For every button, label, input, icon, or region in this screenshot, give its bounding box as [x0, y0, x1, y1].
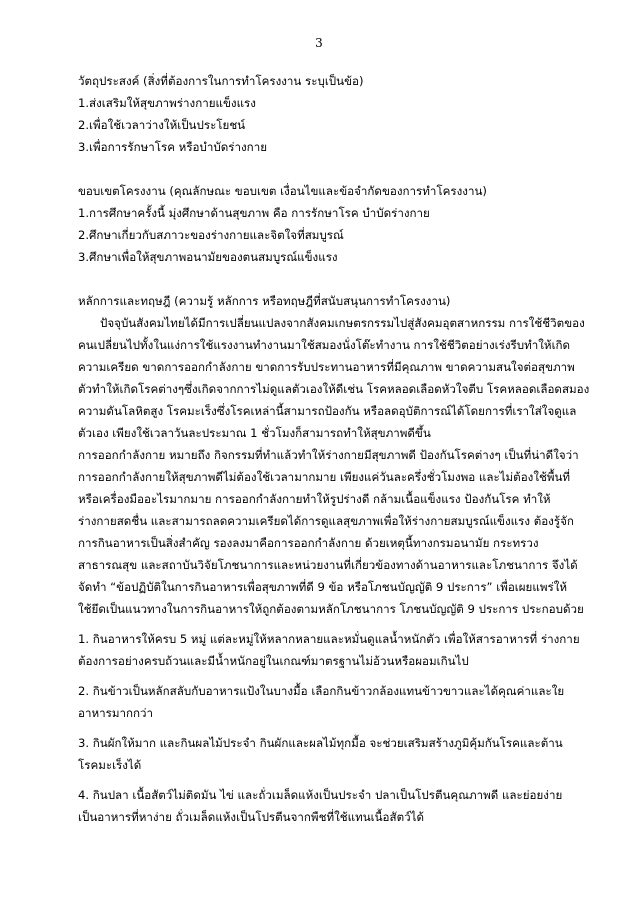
- guideline-item: [78, 628, 580, 672]
- guideline-line: 2. กินข้าวเป็นหลักสลับกับอาหารแป้งในบางมื้อ เลือกกินข้าวกล้องแทนข้าวขาวและได้คุณค่าและใย: [78, 684, 565, 698]
- guideline-line: อาหารมากกว่า: [78, 706, 154, 720]
- scope-item: 1.การศึกษาครั้งนี้ มุ่งศึกษาด้านสุขภาพ คือ การรักษาโรค บำบัดร่างกาย: [78, 206, 430, 220]
- guideline-line: โรคมะเร็งได้: [78, 758, 142, 772]
- guideline-item: [78, 784, 580, 828]
- paragraph-line: ปัจจุบันสังคมไทยได้มีการเปลี่ยนแปลงจากสังคมเกษตรกรรมไปสู่สังคมอุตสาหกรรม การใช้ชีวิตของ: [100, 316, 585, 330]
- paragraph-line: ความดันโลหิตสูง โรคมะเร็งซึ่งโรคเหล่านี้สามารถป้องกัน หรือลดอุบัติการณ์ได้โดยการที่เราใส่ใจดูแล: [78, 404, 577, 418]
- guideline-line: 1. กินอาหารให้ครบ 5 หมู่ แต่ละหมู่ให้หลากหลายและหมั่นดูแลน้ำหนักตัว เพื่อให้สารอาหารที่ ร่างกาย: [78, 632, 580, 646]
- paragraph-line: ใช้ยึดเป็นแนวทางในการกินอาหารให้ถูกต้องตามหลักโภชนาการ โภชนบัญญัติ 9 ประการ ประกอบด้วย: [78, 602, 584, 616]
- document-body: [78, 70, 590, 828]
- scope-item: 2.ศึกษาเกี่ยวกับสภาวะของร่างกายและจิตใจที่สมบูรณ์: [78, 228, 344, 242]
- guideline-item: [78, 732, 580, 776]
- principles-section: [78, 290, 590, 620]
- scope-item: 3.ศึกษาเพื่อให้สุขภาพอนามัยของตนสมบูรณ์แข็งแรง: [78, 250, 338, 264]
- paragraph-line: ตัวเอง เพียงใช้เวลาวันละประมาณ 1 ชั่วโมงก็สามารถทำให้สุขภาพดีขึ้น: [78, 426, 431, 440]
- scope-heading: ขอบเขตโครงงาน (คุณลักษณะ ขอบเขต เงื่อนไขและข้อจำกัดของการทำโครงงาน): [78, 184, 487, 198]
- paragraph-line: ความเครียด ขาดการออกกำลังกาย ขาดการรับประทานอาหารที่มีคุณภาพ ขาดความสนใจต่อสุขภาพ: [78, 360, 575, 374]
- paragraph-line: การออกกำลังกายให้สุขภาพดีไม่ต้องใช้เวลามากมาย เพียงแค่วันละครึ่งชั่วโมงพอ และไม่ต้องใช้พื้นที่: [78, 470, 571, 484]
- section-spacer: [78, 158, 580, 180]
- paragraph-line: การกินอาหารเป็นสิ่งสำคัญ รองลงมาคือการออกกำลังกาย ด้วยเหตุนี้ทางกรมอนามัย กระทรวง: [78, 536, 539, 550]
- paragraph-line: จัดทำ “ข้อปฏิบัติในการกินอาหารเพื่อสุขภาพที่ดี 9 ข้อ หรือโภชนบัญญัติ 9 ประการ” เพื่อเผยแพร่ให้: [78, 580, 567, 594]
- guideline-line: ต้องการอย่างครบถ้วนและมีน้ำหนักอยู่ในเกณฑ์มาตรฐานไม่อ้วนหรือผอมเกินไป: [78, 654, 469, 668]
- principles-heading: หลักการและทฤษฎี (ความรู้ หลักการ หรือทฤษฎีที่สนับสนุนการทำโครงงาน): [78, 294, 451, 308]
- paragraph-line: การออกกำลังกาย หมายถึง กิจกรรมที่ทำแล้วทำให้ร่างกายมีสุขภาพดี ป้องกันโรคต่างๆ เป็นที่น่าดีใจว่า: [78, 448, 579, 462]
- guideline-line: 3. กินผักให้มาก และกินผลไม้ประจำ กินผักและผลไม้ทุกมื้อ จะช่วยเสริมสร้างภูมิคุ้มกันโรคและต้าน: [78, 736, 563, 750]
- guideline-line: 4. กินปลา เนื้อสัตว์ไม่ติดมัน ไข่ และถั่วเมล็ดแห้งเป็นประจำ ปลาเป็นโปรตีนคุณภาพดี และย่อยง่าย: [78, 788, 563, 802]
- paragraph-line: ตัวทำให้เกิดโรคต่างๆซึ่งเกิดจากการไม่ดูแลตัวเองให้ดีเช่น โรคหลอดเลือดหัวใจตีบ โรคหลอดเลือดสมอง: [78, 382, 590, 396]
- paragraph-line: คนเปลี่ยนไปทั้งในแง่การใช้แรงงานทำงานมาใช้สมองนั่งโต๊ะทำงาน การใช้ชีวิตอย่างเร่งรีบทำให้เกิด: [78, 338, 571, 352]
- section-spacer: [78, 268, 580, 290]
- page-number: 3: [315, 36, 323, 50]
- paragraph-line: สาธารณสุข และสถาบันวิจัยโภชนาการและหน่วยงานที่เกี่ยวข้องทางด้านอาหารและโภชนาการ จึงได้: [78, 558, 578, 572]
- paragraph-line: ร่างกายสดชื่น และสามารถลดความเครียดได้การดูแลสุขภาพเพื่อให้ร่างกายสมบูรณ์แข็งแรง ต้องรู้จัก: [78, 514, 574, 528]
- paragraph-line: หรือเครื่องมืออะไรมากมาย การออกกำลังกายทำให้รูปร่างดี กล้ามเนื้อแข็งแรง ป้องกันโรค ทำให้: [78, 492, 551, 506]
- objective-item: 3.เพื่อการรักษาโรค หรือบำบัดร่างกาย: [78, 140, 267, 154]
- objectives-section: [78, 70, 580, 158]
- objective-item: 1.ส่งเสริมให้สุขภาพร่างกายแข็งแรง: [78, 96, 256, 110]
- objective-item: 2.เพื่อใช้เวลาว่างให้เป็นประโยชน์: [78, 118, 246, 132]
- guideline-item: [78, 680, 580, 724]
- objectives-heading: วัตถุประสงค์ (สิ่งที่ต้องการในการทำโครงงาน ระบุเป็นข้อ): [78, 74, 364, 88]
- guidelines-list: [78, 628, 580, 828]
- guideline-line: เป็นอาหารที่หาง่าย ถั่วเมล็ดแห้งเป็นโปรตีนจากพืชที่ใช้แทนเนื้อสัตว์ได้: [78, 810, 424, 824]
- scope-section: [78, 180, 580, 268]
